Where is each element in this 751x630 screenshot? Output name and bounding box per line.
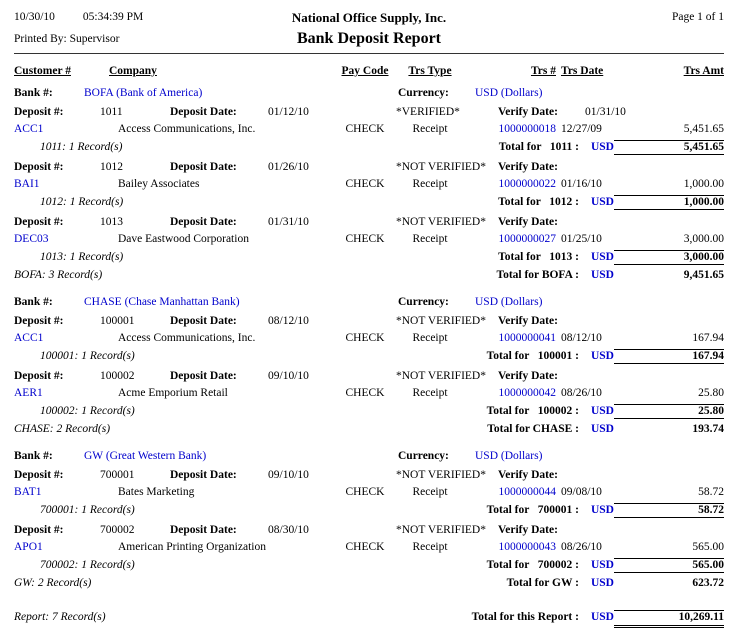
deposit-total-amount: 25.80 [614, 404, 724, 419]
transaction-row [14, 176, 724, 193]
trs-amount: 58.72 [698, 486, 724, 498]
deposit-header-row [14, 104, 724, 121]
deposit-total-label-text: Total for 1012 : [498, 196, 579, 208]
currency-code: USD [590, 577, 614, 589]
report-currency-code: USD [590, 611, 614, 623]
company-name-header: National Office Supply, Inc. [291, 10, 447, 25]
customer-code-link[interactable]: DEC03 [14, 233, 49, 245]
report-total-label-text: Total for this Report : [471, 611, 579, 623]
verification-status: *VERIFIED* [396, 106, 460, 118]
deposit-total-row [14, 501, 724, 520]
pay-code: CHECK [345, 387, 385, 399]
trs-date: 08/12/10 [561, 332, 602, 344]
deposit-total-label [487, 350, 614, 363]
transaction-row [14, 484, 724, 501]
customer-code-link[interactable]: BAI1 [14, 178, 40, 190]
pay-code: CHECK [345, 486, 385, 498]
deposit-total-label [487, 405, 614, 418]
report-total-label [472, 611, 614, 624]
bank-total-label-text: Total for GW : [506, 577, 579, 589]
company-name: Dave Eastwood Corporation [118, 233, 249, 245]
deposit-total-label [498, 251, 614, 264]
deposit-record-count: 700001: 1 Record(s) [40, 504, 135, 516]
currency-code: USD [590, 405, 614, 417]
trs-amount: 167.94 [692, 332, 724, 344]
pay-code: CHECK [345, 541, 385, 553]
transaction-row [14, 330, 724, 347]
report-total-row [14, 608, 724, 630]
verify-date-label: Verify Date: [498, 161, 558, 173]
deposit-header-row [14, 159, 724, 176]
deposit-record-count: 1012: 1 Record(s) [40, 196, 124, 208]
col-header-trs-amt: Trs Amt [683, 65, 724, 77]
deposit-number-label: Deposit #: [14, 106, 64, 118]
verify-date-label: Verify Date: [498, 106, 558, 118]
print-time: 05:34:39 PM [82, 11, 144, 23]
company-name: Bates Marketing [118, 486, 195, 498]
bank-name-link[interactable]: BOFA (Bank of America) [84, 87, 203, 99]
col-header-trs-date: Trs Date [561, 65, 604, 77]
bank-total-label [487, 423, 614, 436]
header-left [14, 10, 214, 48]
trs-type: Receipt [412, 387, 448, 399]
bank-total-label [507, 577, 614, 590]
currency-code: USD [590, 423, 614, 435]
bank-name-link[interactable]: CHASE (Chase Manhattan Bank) [84, 296, 240, 308]
deposit-number: 700002 [100, 524, 135, 536]
deposit-date: 01/12/10 [268, 106, 309, 118]
deposit-date: 01/26/10 [268, 161, 309, 173]
currency-code: USD [590, 141, 614, 153]
page-number: Page 1 of 1 [671, 11, 724, 23]
deposit-date-label: Deposit Date: [170, 315, 237, 327]
bank-total-row [14, 575, 724, 592]
verify-date-label: Verify Date: [498, 370, 558, 382]
report-total-amount: 10,269.11 [614, 610, 724, 628]
deposit-date-label: Deposit Date: [170, 216, 237, 228]
deposit-number-label: Deposit #: [14, 161, 64, 173]
report-title: Bank Deposit Report [296, 30, 441, 47]
verification-status: *NOT VERIFIED* [396, 524, 486, 536]
deposit-total-row [14, 556, 724, 575]
deposit-total-row [14, 248, 724, 267]
trs-amount: 565.00 [692, 541, 724, 553]
deposit-total-label [499, 141, 614, 154]
deposit-number: 700001 [100, 469, 135, 481]
trs-date: 12/27/09 [561, 123, 602, 135]
printed-by: Printed By: Supervisor [14, 33, 120, 45]
deposit-date: 01/31/10 [268, 216, 309, 228]
trs-type: Receipt [412, 123, 448, 135]
deposit-record-count: 100002: 1 Record(s) [40, 405, 135, 417]
deposit-block [14, 313, 724, 366]
verify-date: 01/31/10 [585, 106, 626, 118]
transaction-row [14, 539, 724, 556]
deposit-block [14, 368, 724, 421]
col-header-customer: Customer # [14, 65, 71, 77]
deposit-date-label: Deposit Date: [170, 469, 237, 481]
bank-header-row [14, 448, 724, 465]
verify-date-label: Verify Date: [498, 524, 558, 536]
deposit-block [14, 522, 724, 575]
deposit-block [14, 214, 724, 267]
bank-total-amount: 9,451.65 [683, 269, 724, 281]
col-header-pay-code: Pay Code [341, 65, 389, 77]
trs-type: Receipt [412, 541, 448, 553]
trs-type: Receipt [412, 178, 448, 190]
bank-total-label-text: Total for CHASE : [487, 423, 579, 435]
deposit-date-label: Deposit Date: [170, 161, 237, 173]
deposit-total-label-text: Total for 1011 : [498, 141, 579, 153]
verify-date-label: Verify Date: [498, 469, 558, 481]
trs-date: 08/26/10 [561, 387, 602, 399]
col-header-trs-num: Trs # [530, 65, 556, 77]
deposit-number-label: Deposit #: [14, 315, 64, 327]
deposit-date-label: Deposit Date: [170, 370, 237, 382]
bank-name-link[interactable]: GW (Great Western Bank) [84, 450, 207, 462]
print-date: 10/30/10 [14, 11, 55, 23]
deposit-total-label [487, 504, 614, 517]
currency-code: USD [590, 559, 614, 571]
deposit-total-amount: 58.72 [614, 503, 724, 518]
currency-label: Currency: [398, 296, 449, 308]
print-datetime [14, 10, 214, 25]
verification-status: *NOT VERIFIED* [396, 161, 486, 173]
deposit-header-row [14, 368, 724, 385]
trs-amount: 1,000.00 [683, 178, 724, 190]
verify-date-label: Verify Date: [498, 315, 558, 327]
customer-code-link[interactable]: APO1 [14, 541, 43, 553]
deposit-number-label: Deposit #: [14, 370, 64, 382]
company-name: Acme Emporium Retail [118, 387, 228, 399]
currency-value: USD (Dollars) [475, 450, 543, 462]
bank-number-label: Bank #: [14, 450, 53, 462]
customer-code-link[interactable]: ACC1 [14, 332, 44, 344]
deposit-number: 1011 [100, 106, 123, 118]
deposit-total-amount: 167.94 [614, 349, 724, 364]
deposit-total-amount: 5,451.65 [614, 140, 724, 155]
verify-date-label: Verify Date: [498, 216, 558, 228]
trs-type: Receipt [412, 233, 448, 245]
bank-total-amount: 193.74 [692, 423, 724, 435]
deposit-header-row [14, 522, 724, 539]
report-record-count: Report: 7 Record(s) [14, 611, 106, 623]
trs-number-link[interactable]: 1000000042 [498, 387, 556, 399]
verification-status: *NOT VERIFIED* [396, 370, 486, 382]
currency-value: USD (Dollars) [475, 87, 543, 99]
currency-value: USD (Dollars) [475, 296, 543, 308]
company-name: Bailey Associates [118, 178, 200, 190]
column-headers [14, 63, 724, 80]
deposit-total-label-text: Total for 100001 : [486, 350, 579, 362]
deposit-block [14, 159, 724, 212]
deposit-total-row [14, 402, 724, 421]
deposit-number-label: Deposit #: [14, 524, 64, 536]
deposit-block [14, 104, 724, 157]
deposit-date: 09/10/10 [268, 469, 309, 481]
bank-total-row [14, 267, 724, 284]
pay-code: CHECK [345, 233, 385, 245]
company-name: Access Communications, Inc. [118, 332, 256, 344]
transaction-row [14, 121, 724, 138]
report-body [14, 85, 724, 592]
deposit-total-amount: 565.00 [614, 558, 724, 573]
deposit-total-row [14, 138, 724, 157]
deposit-number: 100001 [100, 315, 135, 327]
deposit-date: 09/10/10 [268, 370, 309, 382]
deposit-date: 08/30/10 [268, 524, 309, 536]
deposit-total-amount: 3,000.00 [614, 250, 724, 265]
deposit-number: 1012 [100, 161, 123, 173]
deposit-date-label: Deposit Date: [170, 524, 237, 536]
report-header [14, 10, 724, 48]
trs-type: Receipt [412, 332, 448, 344]
deposit-total-label [487, 559, 614, 572]
bank-total-amount: 623.72 [692, 577, 724, 589]
deposit-number-label: Deposit #: [14, 469, 64, 481]
verification-status: *NOT VERIFIED* [396, 315, 486, 327]
currency-code: USD [590, 196, 614, 208]
customer-code-link[interactable]: BAT1 [14, 486, 42, 498]
currency-code: USD [590, 350, 614, 362]
company-name: American Printing Organization [118, 541, 266, 553]
trs-date: 09/08/10 [561, 486, 602, 498]
deposit-total-label-text: Total for 700002 : [486, 559, 579, 571]
bank-number-label: Bank #: [14, 296, 53, 308]
trs-amount: 25.80 [698, 387, 724, 399]
deposit-date-label: Deposit Date: [170, 106, 237, 118]
verification-status: *NOT VERIFIED* [396, 216, 486, 228]
trs-date: 01/25/10 [561, 233, 602, 245]
pay-code: CHECK [345, 332, 385, 344]
col-header-company: Company [109, 65, 157, 77]
bank-total-row [14, 421, 724, 438]
bank-group [14, 294, 724, 438]
verification-status: *NOT VERIFIED* [396, 469, 486, 481]
deposit-header-row [14, 467, 724, 484]
bank-group [14, 448, 724, 592]
deposit-record-count: 1013: 1 Record(s) [40, 251, 124, 263]
deposit-total-label-text: Total for 700001 : [486, 504, 579, 516]
bank-number-label: Bank #: [14, 87, 53, 99]
deposit-date: 08/12/10 [268, 315, 309, 327]
bank-header-row [14, 85, 724, 102]
deposit-total-row [14, 193, 724, 212]
deposit-number: 1013 [100, 216, 123, 228]
currency-code: USD [590, 251, 614, 263]
deposit-record-count: 100001: 1 Record(s) [40, 350, 135, 362]
company-name: Access Communications, Inc. [118, 123, 256, 135]
trs-number-link[interactable]: 1000000018 [498, 123, 556, 135]
bank-record-count: BOFA: 3 Record(s) [14, 269, 103, 281]
currency-code: USD [590, 269, 614, 281]
deposit-number-label: Deposit #: [14, 216, 64, 228]
currency-label: Currency: [398, 450, 449, 462]
customer-code-link[interactable]: AER1 [14, 387, 43, 399]
bank-record-count: GW: 2 Record(s) [14, 577, 92, 589]
deposit-block [14, 467, 724, 520]
transaction-row [14, 385, 724, 402]
deposit-total-amount: 1,000.00 [614, 195, 724, 210]
transaction-row [14, 231, 724, 248]
deposit-total-label [498, 196, 614, 209]
pay-code: CHECK [345, 123, 385, 135]
deposit-header-row [14, 313, 724, 330]
bank-total-label-text: Total for BOFA : [496, 269, 579, 281]
trs-date: 08/26/10 [561, 541, 602, 553]
deposit-total-label-text: Total for 100002 : [486, 405, 579, 417]
header-divider [14, 53, 724, 54]
trs-number-link[interactable]: 1000000043 [498, 541, 556, 553]
trs-date: 01/16/10 [561, 178, 602, 190]
deposit-header-row [14, 214, 724, 231]
col-header-trs-type: Trs Type [408, 65, 452, 77]
trs-number-link[interactable]: 1000000027 [498, 233, 556, 245]
pay-code: CHECK [345, 178, 385, 190]
bank-header-row [14, 294, 724, 311]
bank-record-count: CHASE: 2 Record(s) [14, 423, 111, 435]
header-center [214, 10, 524, 48]
deposit-total-row [14, 347, 724, 366]
deposit-record-count: 700002: 1 Record(s) [40, 559, 135, 571]
trs-amount: 5,451.65 [683, 123, 724, 135]
customer-code-link[interactable]: ACC1 [14, 123, 44, 135]
deposit-total-label-text: Total for 1013 : [498, 251, 579, 263]
currency-label: Currency: [398, 87, 449, 99]
trs-type: Receipt [412, 486, 448, 498]
trs-amount: 3,000.00 [683, 233, 724, 245]
trs-number-link[interactable]: 1000000022 [498, 178, 556, 190]
bank-group [14, 85, 724, 284]
deposit-number: 100002 [100, 370, 135, 382]
trs-number-link[interactable]: 1000000041 [498, 332, 556, 344]
trs-number-link[interactable]: 1000000044 [498, 486, 556, 498]
deposit-record-count: 1011: 1 Record(s) [40, 141, 123, 153]
bank-total-label [496, 269, 614, 282]
currency-code: USD [590, 504, 614, 516]
